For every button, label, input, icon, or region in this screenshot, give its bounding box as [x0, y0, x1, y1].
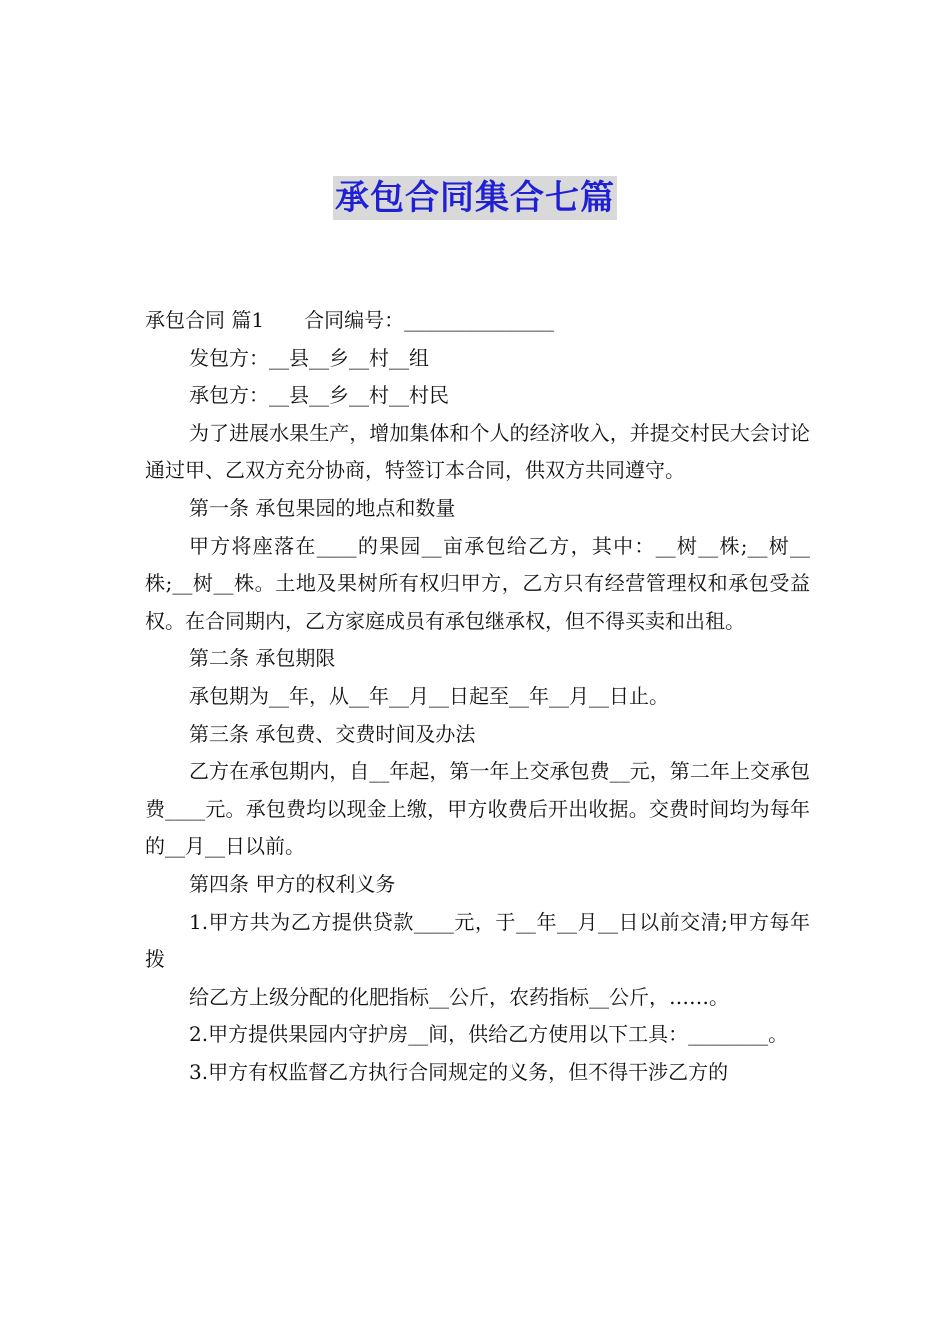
contract-header-line [145, 302, 810, 340]
paragraph-issuer: 发包方：__县__乡__村__组 [189, 345, 429, 370]
contract-section-label: 承包合同 篇1 [145, 308, 265, 332]
article-4-item-3: 3.甲方有权监督乙方执行合同规定的义务，但不得干涉乙方的 [189, 1059, 729, 1084]
article-1-heading: 第一条 承包果园的地点和数量 [189, 495, 456, 520]
article-4-heading: 第四条 甲方的权利义务 [189, 871, 396, 896]
article-3-text: 乙方在承包期内，自__年起，第一年上交承包费__元，第二年上交承包费____元。承包费均以现金上缴，甲方收费后开出收据。交费时间均为每年的__月__日以前。 [145, 759, 810, 859]
article-3-heading: 第三条 承包费、交费时间及办法 [189, 721, 476, 746]
article-4-item-2: 2.甲方提供果园内守护房__间，供给乙方使用以下工具：________。 [189, 1022, 789, 1047]
paragraph-contractor: 承包方：__县__乡__村__村民 [189, 383, 449, 408]
article-4-item-1-cont: 给乙方上级分配的化肥指标__公斤，农药指标__公斤，……。 [189, 984, 729, 1009]
document-body [145, 302, 810, 1091]
article-2-heading: 第二条 承包期限 [189, 646, 336, 671]
article-4-item-1: 1.甲方共为乙方提供贷款____元，于__年__月__日以前交清;甲方每年拨 [145, 909, 810, 972]
article-2-text: 承包期为__年，从__年__月__日起至__年__月__日止。 [189, 683, 669, 708]
paragraph-preamble: 为了进展水果生产，增加集体和个人的经济收入，并提交村民大会讨论通过甲、乙双方充分协商，特签订本合同，供双方共同遵守。 [145, 420, 810, 483]
contract-number-field: 合同编号：_______________ [304, 308, 555, 332]
document-title-text: 承包合同集合七篇 [335, 178, 615, 218]
document-title [0, 176, 950, 220]
article-1-text: 甲方将座落在____的果园__亩承包给乙方，其中：__树__株;__树__株;__树__株。土地及果树所有权归甲方，乙方只有经营管理权和承包受益权。在合同期内，乙方家庭成员有承包继承权，但不得买卖和出租。 [145, 533, 810, 633]
